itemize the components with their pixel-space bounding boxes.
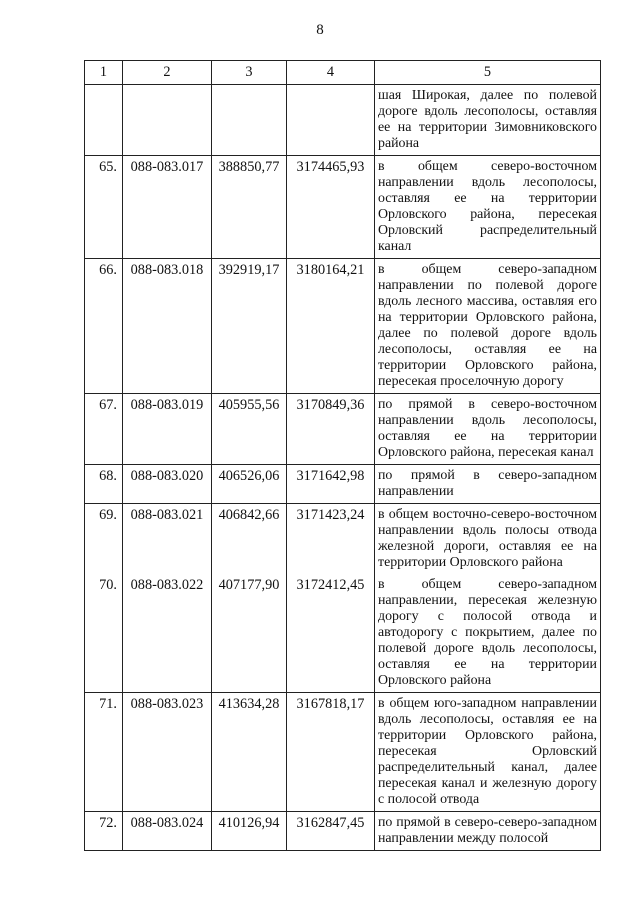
coordinate-y: 3171642,98 (287, 465, 375, 504)
column-header: 1 (85, 61, 123, 85)
point-code: 088-083.022 (123, 574, 212, 693)
column-header: 2 (123, 61, 212, 85)
table-row (85, 394, 601, 465)
boundary-description: в общем восточно-северо-восточном направлении вдоль полосы отвода железной дороги, оставляя ее на территории Орловского района (375, 504, 601, 575)
table-row (85, 504, 601, 575)
coordinate-x: 405955,56 (212, 394, 287, 465)
column-header: 4 (287, 61, 375, 85)
table-row (85, 465, 601, 504)
table-row (85, 574, 601, 693)
coordinate-y: 3170849,36 (287, 394, 375, 465)
boundary-description: в общем юго-западном направлении вдоль лесополосы, оставляя ее на территории Орловского района, пересекая Орловский распределительный канал, далее пересекая канал и железную дорогу с полосой отвода (375, 693, 601, 812)
boundary-description: в общем северо-западном направлении по полевой дороге вдоль лесного массива, оставляя его на территории Орловского района, далее по полевой дороге вдоль лесополосы, оставляя ее на территории Орловского района, пересекая проселочную дорогу (375, 259, 601, 394)
point-code: 088-083.021 (123, 504, 212, 575)
column-header: 5 (375, 61, 601, 85)
coordinate-y: 3171423,24 (287, 504, 375, 575)
point-code: 088-083.018 (123, 259, 212, 394)
continuation-text: шая Широкая, далее по полевой дороге вдоль лесополосы, оставляя ее на территории Зимовниковского района (375, 85, 601, 156)
boundary-description: в общем северо-западном направлении, пересекая железную дорогу с полосой отвода и автодорогу с покрытием, далее по полевой дороге вдоль лесополосы, оставляя ее на территории Орловского района (375, 574, 601, 693)
coordinate-y: 3167818,17 (287, 693, 375, 812)
row-number: 70. (85, 574, 123, 693)
boundary-table (84, 60, 601, 851)
boundary-description: по прямой в северо-северо-западном направлении между полосой (375, 812, 601, 851)
row-number: 69. (85, 504, 123, 575)
row-number: 68. (85, 465, 123, 504)
row-number: 72. (85, 812, 123, 851)
row-number: 67. (85, 394, 123, 465)
coordinate-y: 3174465,93 (287, 156, 375, 259)
boundary-description: по прямой в северо-восточном направлении вдоль лесополосы, оставляя ее на территории Орловского района, пересекая канал (375, 394, 601, 465)
coordinate-x: 413634,28 (212, 693, 287, 812)
row-number: 71. (85, 693, 123, 812)
page-number: 8 (316, 22, 324, 38)
header-row (85, 61, 601, 85)
point-code: 088-083.017 (123, 156, 212, 259)
point-code: 088-083.019 (123, 394, 212, 465)
boundary-description: по прямой в северо-западном направлении (375, 465, 601, 504)
coordinate-x: 392919,17 (212, 259, 287, 394)
coordinate-x: 388850,77 (212, 156, 287, 259)
table-row (85, 156, 601, 259)
row-number: 65. (85, 156, 123, 259)
point-code: 088-083.023 (123, 693, 212, 812)
boundary-description: в общем северо-восточном направлении вдоль лесополосы, оставляя ее на территории Орловского района, пересекая Орловский распределительный канал (375, 156, 601, 259)
row-number: 66. (85, 259, 123, 394)
column-header: 3 (212, 61, 287, 85)
point-code: 088-083.020 (123, 465, 212, 504)
coordinate-x: 406526,06 (212, 465, 287, 504)
coordinate-x: 410126,94 (212, 812, 287, 851)
coordinate-y: 3180164,21 (287, 259, 375, 394)
coordinate-y: 3172412,45 (287, 574, 375, 693)
table-row (85, 259, 601, 394)
table-row (85, 812, 601, 851)
coordinate-y: 3162847,45 (287, 812, 375, 851)
table-row (85, 693, 601, 812)
table-row-continuation (85, 85, 601, 156)
coordinate-x: 407177,90 (212, 574, 287, 693)
point-code: 088-083.024 (123, 812, 212, 851)
coordinate-x: 406842,66 (212, 504, 287, 575)
